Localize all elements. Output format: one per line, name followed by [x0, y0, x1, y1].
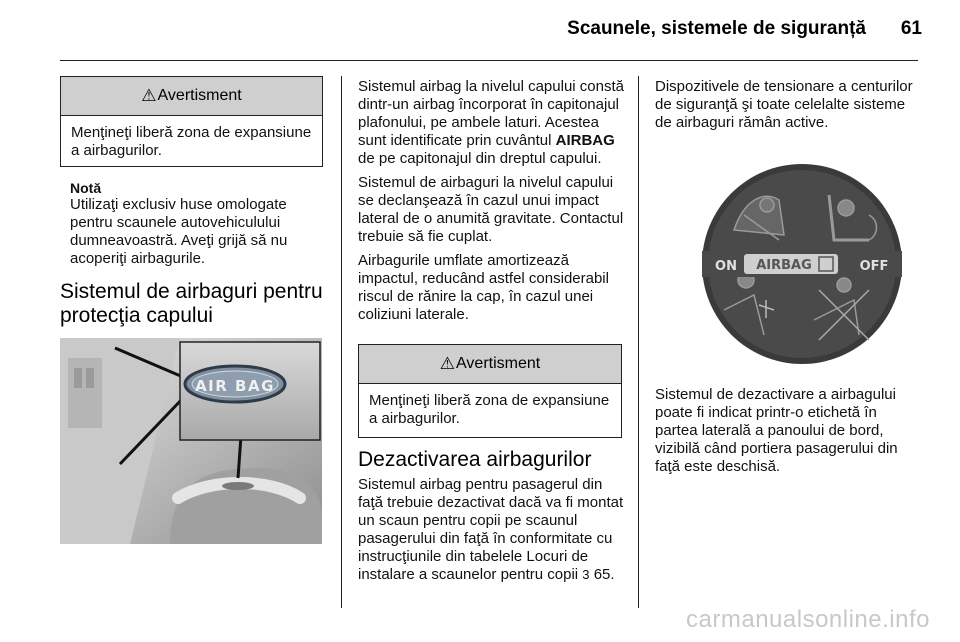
watermark: carmanualsonline.info — [686, 606, 930, 633]
label-off-text: OFF — [859, 259, 889, 274]
head-airbag-figure — [60, 338, 322, 544]
airbag-deactivation-label — [684, 160, 920, 368]
warning-text: Menţineţi liberă zona de expansiune a airbagurilor. — [369, 392, 610, 427]
warning-icon: ⚠ — [439, 354, 456, 374]
warning-icon: ⚠ — [141, 86, 157, 106]
header-divider — [60, 60, 918, 61]
paragraph-head-airbag-location: Sistemul airbag la nivelul capului constă dintr-un airbag încorporat în capitonajul plafonului, pe ambele laturi. Acestea sunt identificate prin cuvântul AIRBAG de pe capitonajul din dreptul capului. — [358, 78, 624, 167]
airbag-badge-text: AIR BAG — [195, 377, 275, 395]
warning-title: Avertisment — [157, 87, 242, 104]
paragraph-deactivation-label: Sistemul de dezactivare a airbagului poate fi indicat printr-o etichetă în partea laterală a panoului de bord, vizibilă când portiera pasagerului din faţă este deschisă. — [655, 386, 898, 475]
warning-header — [359, 345, 621, 384]
airbag-label-illustration — [684, 160, 920, 368]
paragraph-deactivation: Sistemul airbag pentru pasagerul din faţă trebuie dezactivat dacă va fi montat un scaun pentru copii pe scaunul pasagerului din faţă în conformitate cu instrucţiunile din tabelele Locuri de instalare a scaunelor pentru copii 3 65. — [358, 476, 624, 583]
label-on-text: ON — [715, 259, 737, 274]
section-title-deactivation: Dezactivarea airbagurilor — [358, 448, 592, 471]
head-airbag-illustration — [60, 338, 322, 544]
page-number: 61 — [900, 18, 922, 39]
page-header-title: Scaunele, sistemele de siguranță — [567, 18, 866, 39]
label-airbag-text: AIRBAG — [756, 258, 812, 273]
section-title-head-airbags: Sistemul de airbaguri pentru protecţia capului — [60, 280, 323, 327]
paragraph-tensioners: Dispozitivele de tensionare a centurilor de siguranţă şi toate celelalte sisteme de airbaguri rămân active. — [655, 78, 913, 131]
warning-header — [61, 77, 322, 116]
warning-box-2 — [358, 344, 622, 438]
paragraph-head-airbag-protection: Airbagurile umflate amortizează impactul, reducând astfel considerabil riscul de rănire la cap, în cazul unei coliziuni laterale. — [358, 252, 609, 323]
note-text: Utilizaţi exclusiv huse omologate pentru scaunele autovehiculului dumneavoastră. Aveţi grijă să nu acoperiţi airbagurile. — [70, 196, 288, 267]
note-block — [70, 180, 320, 268]
warning-text: Menţineţi liberă zona de expansiune a airbagurilor. — [71, 124, 312, 159]
column-divider-1 — [341, 76, 342, 608]
column-2-text — [358, 78, 624, 324]
warning-box-1 — [60, 76, 323, 167]
paragraph-head-airbag-deploy: Sistemul de airbaguri la nivelul capului se declanşează în cazul unui impact lateral de o anumită gravitate. Contactul trebuie să fie cuplat. — [358, 174, 624, 245]
page-reference-icon: 3 — [582, 567, 590, 582]
column-divider-2 — [638, 76, 639, 608]
warning-title: Avertisment — [456, 355, 541, 372]
note-title: Notă — [70, 180, 102, 196]
